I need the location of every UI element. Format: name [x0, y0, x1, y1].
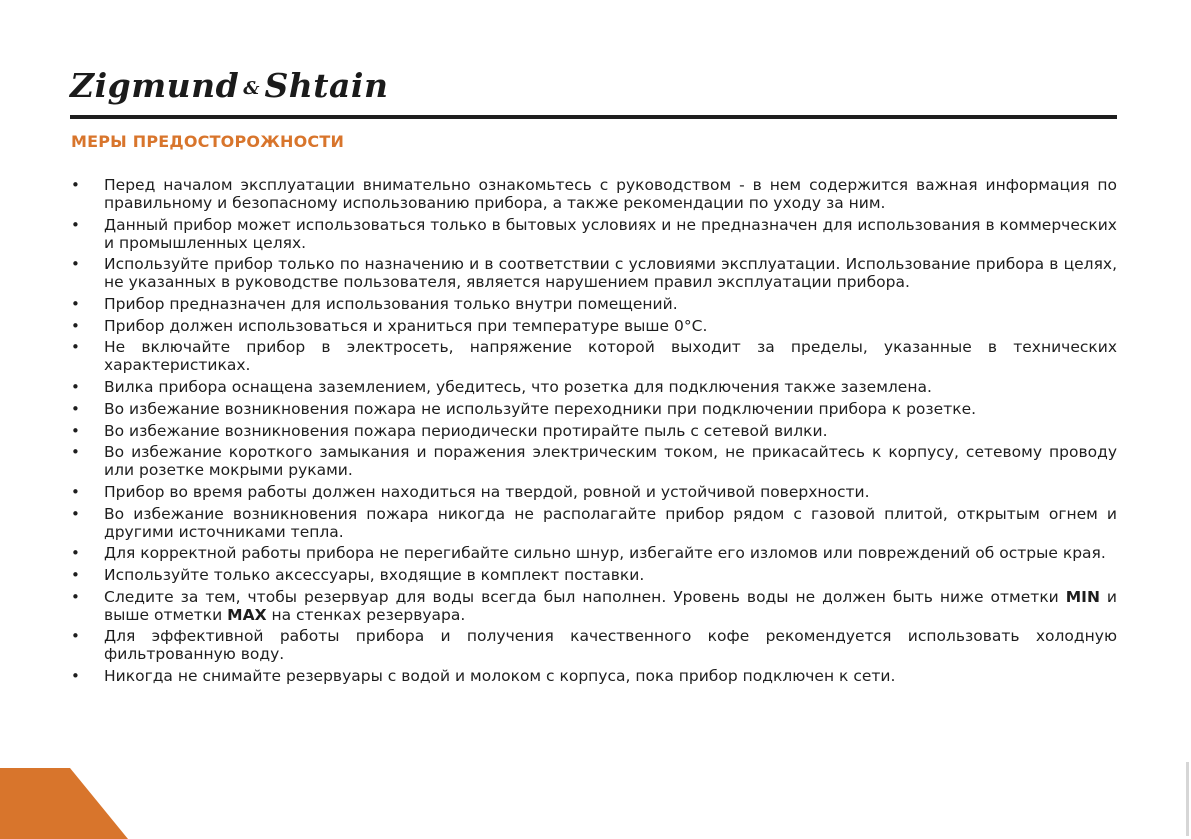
corner-accent-shape [0, 768, 128, 839]
precaution-item [70, 176, 1117, 212]
bullet-icon: • [71, 565, 80, 584]
precaution-text: Во избежание возникновения пожара никогда не располагайте прибор рядом с газовой плитой, открытым огнем и другими источниками тепла. [104, 504, 1117, 541]
bullet-icon: • [71, 255, 80, 274]
bullet-icon: • [71, 627, 80, 646]
precaution-item [70, 544, 1117, 562]
brand-name-right: Shtain [264, 66, 389, 105]
bullet-icon: • [71, 316, 80, 335]
page-edge-mark [1186, 762, 1189, 836]
precaution-text: Используйте только аксессуары, входящие в комплект поставки. [104, 565, 645, 584]
max-mark-label: MAX [227, 605, 267, 624]
precaution-text: Не включайте прибор в электросеть, напряжение которой выходит за пределы, указанные в технических характеристиках. [104, 338, 1117, 375]
precaution-text: Прибор во время работы должен находиться на твердой, ровной и устойчивой поверхности. [104, 482, 870, 501]
precautions-list [70, 176, 1117, 689]
header-divider [70, 115, 1117, 119]
precaution-item [70, 667, 1117, 685]
precaution-item [70, 443, 1117, 479]
precaution-text: Для корректной работы прибора не перегибайте сильно шнур, избегайте его изломов или повреждений об острые края. [104, 544, 1106, 563]
brand-ampersand: & [243, 78, 260, 99]
precaution-text: Во избежание возникновения пожара периодически протирайте пыль с сетевой вилки. [104, 421, 828, 440]
precaution-item [70, 295, 1117, 313]
bullet-icon: • [71, 338, 80, 357]
precaution-text-part: и выше отметки [104, 587, 1117, 624]
precaution-text: Никогда не снимайте резервуары с водой и молоком с корпуса, пока прибор подключен к сети. [104, 667, 896, 685]
precaution-item [70, 505, 1117, 541]
precaution-item [70, 255, 1117, 291]
precaution-item [70, 216, 1117, 252]
precaution-text: Вилка прибора оснащена заземлением, убедитесь, что розетка для подключения также заземлена. [104, 378, 932, 397]
precaution-item [70, 422, 1117, 440]
precaution-text: Прибор предназначен для использования только внутри помещений. [104, 295, 678, 314]
bullet-icon: • [71, 504, 80, 523]
bullet-icon: • [71, 215, 80, 234]
precaution-item [70, 378, 1117, 396]
precaution-item [70, 566, 1117, 584]
precaution-item [70, 588, 1117, 624]
bullet-icon: • [71, 482, 80, 501]
precaution-item [70, 338, 1117, 374]
bullet-icon: • [71, 295, 80, 314]
precaution-item [70, 627, 1117, 663]
bullet-icon: • [71, 421, 80, 440]
precaution-text: Для эффективной работы прибора и получения качественного кофе рекомендуется использовать холодную фильтрованную воду. [104, 627, 1117, 664]
precaution-text: Используйте прибор только по назначению и в соответствии с условиями эксплуатации. Использование прибора в целях, не указанных в руководстве пользователя, является нарушением правил эксплуатации прибора. [104, 255, 1117, 292]
precaution-text-part: Следите за тем, чтобы резервуар для воды всегда был наполнен. Уровень воды не должен быть ниже отметки [104, 587, 1066, 606]
bullet-icon: • [71, 587, 80, 606]
bullet-icon: • [71, 176, 80, 194]
bullet-icon: • [71, 378, 80, 397]
bullet-icon: • [71, 544, 80, 563]
section-title: МЕРЫ ПРЕДОСТОРОЖНОСТИ [71, 132, 345, 151]
precaution-text: Во избежание короткого замыкания и поражения электрическим током, не прикасайтесь к корпусу, сетевому проводу или розетке мокрыми руками. [104, 443, 1117, 480]
brand-logo [70, 66, 388, 106]
precaution-text: Данный прибор может использоваться только в бытовых условиях и не предназначен для использования в коммерческих и промышленных целях. [104, 215, 1117, 252]
precaution-item [70, 400, 1117, 418]
bullet-icon: • [71, 667, 80, 685]
precaution-text: Во избежание возникновения пожара не используйте переходники при подключении прибора к розетке. [104, 399, 977, 418]
precaution-item [70, 483, 1117, 501]
brand-name-left: Zigmund [70, 66, 240, 105]
precaution-text [104, 588, 1117, 624]
precaution-item [70, 317, 1117, 335]
precaution-text: Прибор должен использоваться и храниться при температуре выше 0°C. [104, 316, 708, 335]
bullet-icon: • [71, 443, 80, 462]
bullet-icon: • [71, 399, 80, 418]
precaution-text: Перед началом эксплуатации внимательно ознакомьтесь с руководством - в нем содержится важная информация по правильному и безопасному использованию прибора, а также рекомендации по уходу за ним. [104, 176, 1117, 212]
precaution-text-part: на стенках резервуара. [266, 605, 466, 624]
min-mark-label: MIN [1065, 587, 1100, 606]
